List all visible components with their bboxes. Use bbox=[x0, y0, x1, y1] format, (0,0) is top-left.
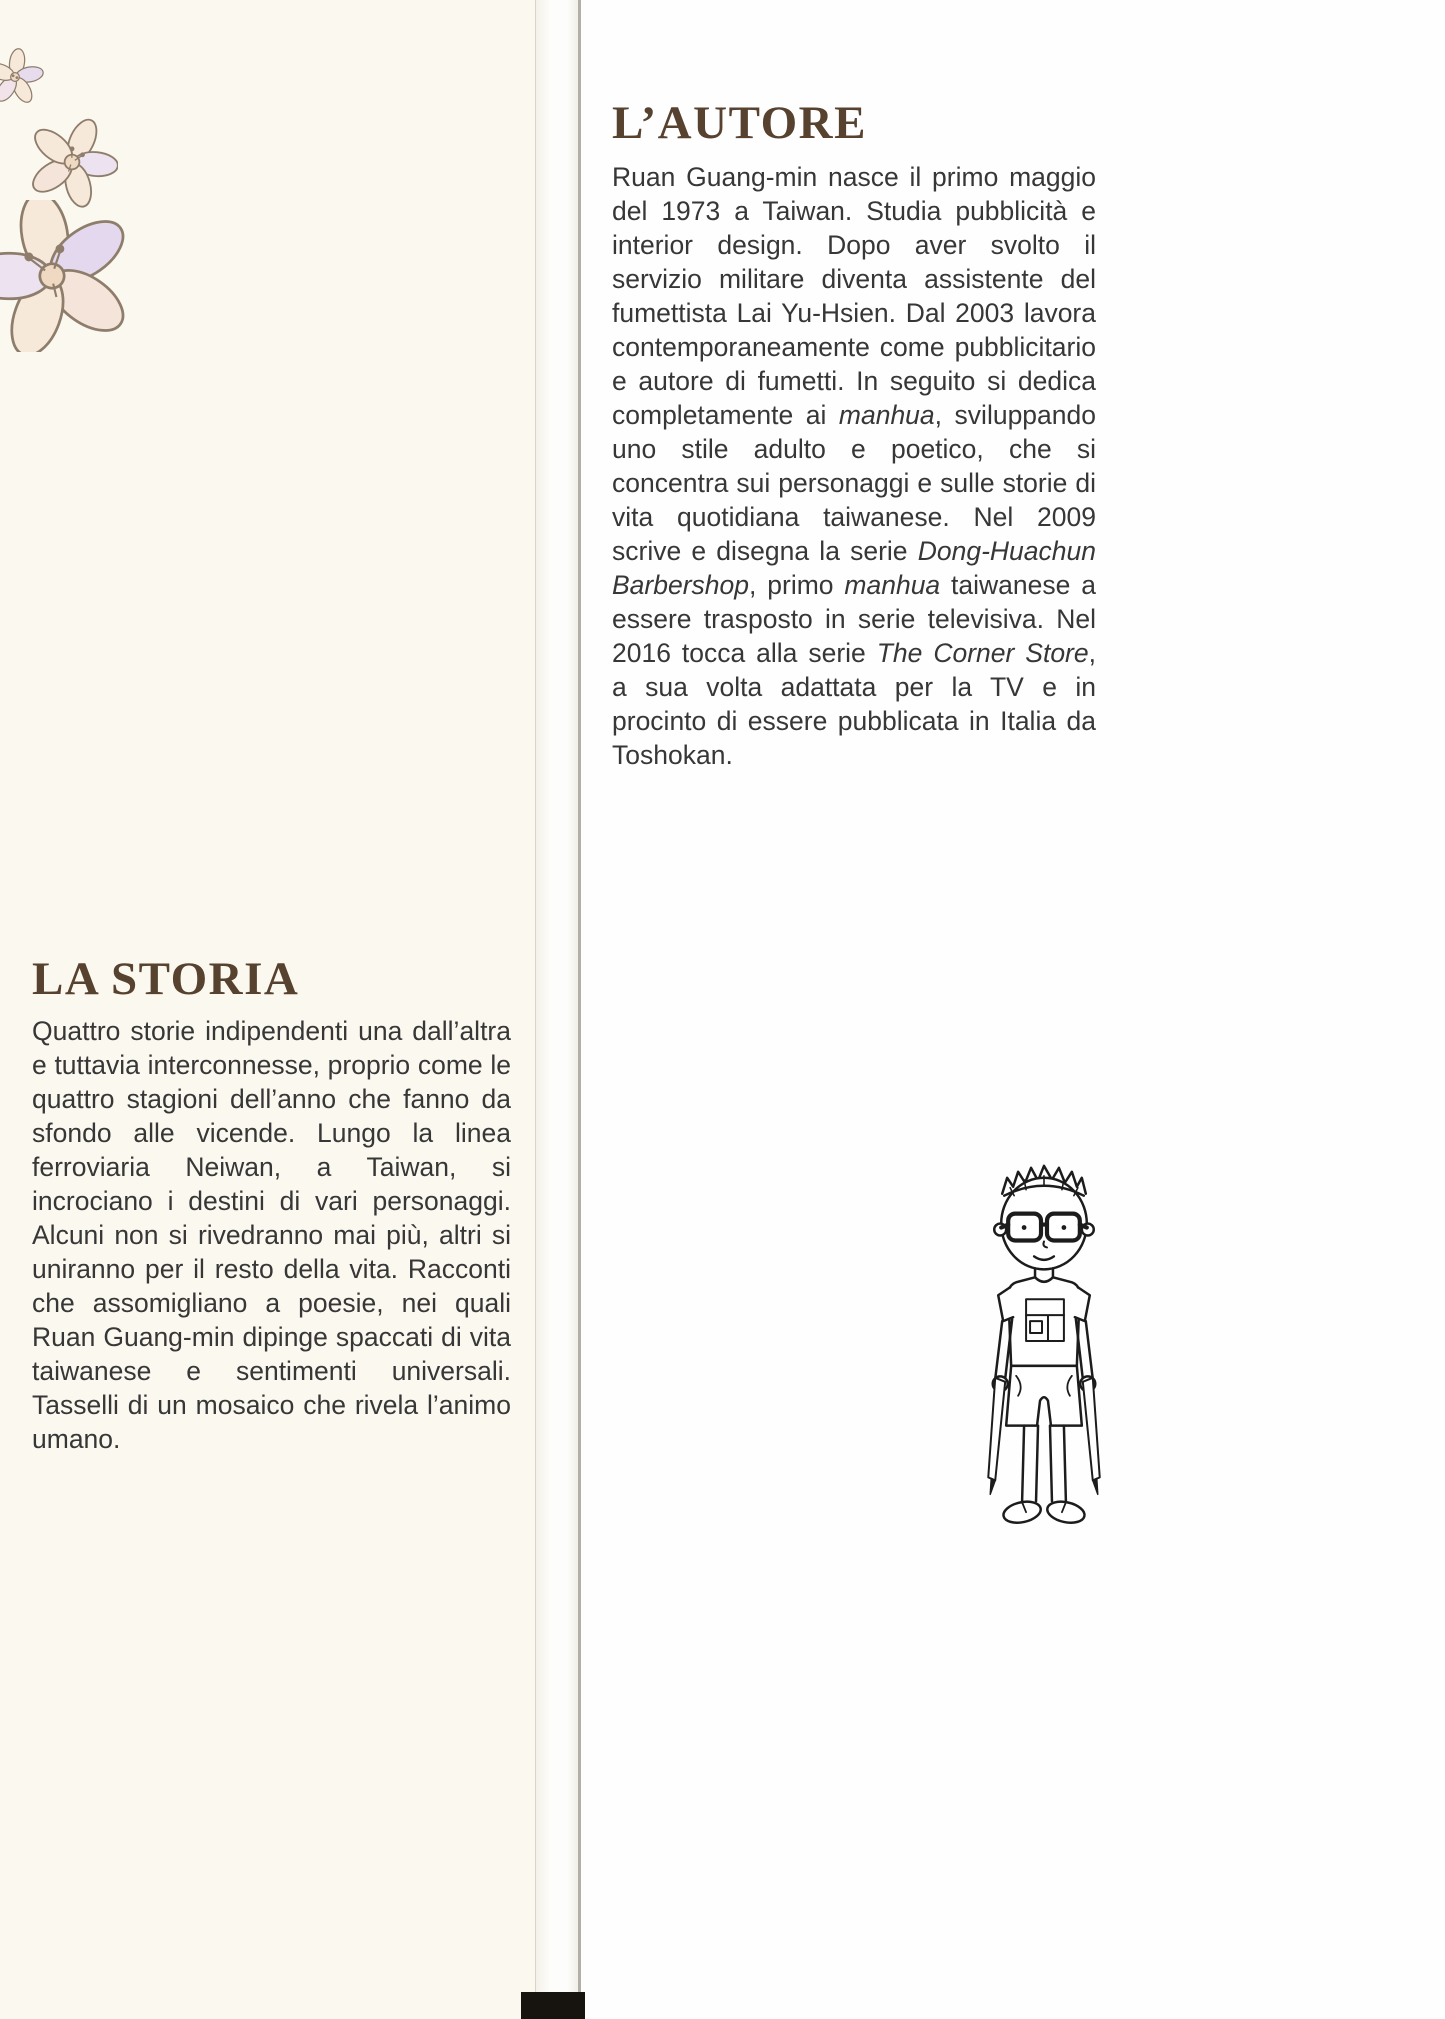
spine-edge bbox=[521, 1992, 585, 2019]
author-section-paragraph: Ruan Guang-min nasce il primo maggio del 1973 a Taiwan. Studia pubblicità e interior design. Dopo aver svolto il servizio militare diventa assistente del fumettista Lai Yu-Hsien. Dal 2003 lavora contemporaneamente come pubblicitario e autore di fumetti. In seguito si dedica completamente ai manhua, sviluppando uno stile adulto e poetico, che si concentra sui personaggi e sulle storie di vita quotidiana taiwanese. Nel 2009 scrive e disegna la serie Dong-Huachun Barbershop, primo manhua taiwanese a essere trasposto in serie televisiva. Nel 2016 tocca alla serie The Corner Store, a sua volta adattata per la TV e in procinto di essere pubblicata in Italia da Toshokan. bbox=[612, 162, 1096, 770]
flower-icon bbox=[0, 46, 46, 108]
story-section-heading: LA STORIA bbox=[32, 953, 300, 1005]
flower-icon bbox=[26, 116, 118, 208]
flower-icon bbox=[0, 200, 128, 352]
author-mascot-illustration bbox=[960, 1130, 1128, 1558]
author-section-heading: L’AUTORE bbox=[612, 97, 867, 149]
page-gutter bbox=[536, 0, 578, 2019]
story-section-paragraph: Quattro storie indipendenti una dall’altra e tuttavia interconnesse, proprio come le quattro stagioni dell’anno che fanno da sfondo alle vicende. Lungo la linea ferroviaria Neiwan, a Taiwan, si incrociano i destini di vari personaggi. Alcuni non si rivedranno mai più, altri si uniranno per il resto della vita. Racconti che assomigliano a poesie, nei quali Ruan Guang-min dipinge spaccati di vita taiwanese e sentimenti universali. Tasselli di un mosaico che rivela l’animo umano. bbox=[32, 1016, 511, 1454]
